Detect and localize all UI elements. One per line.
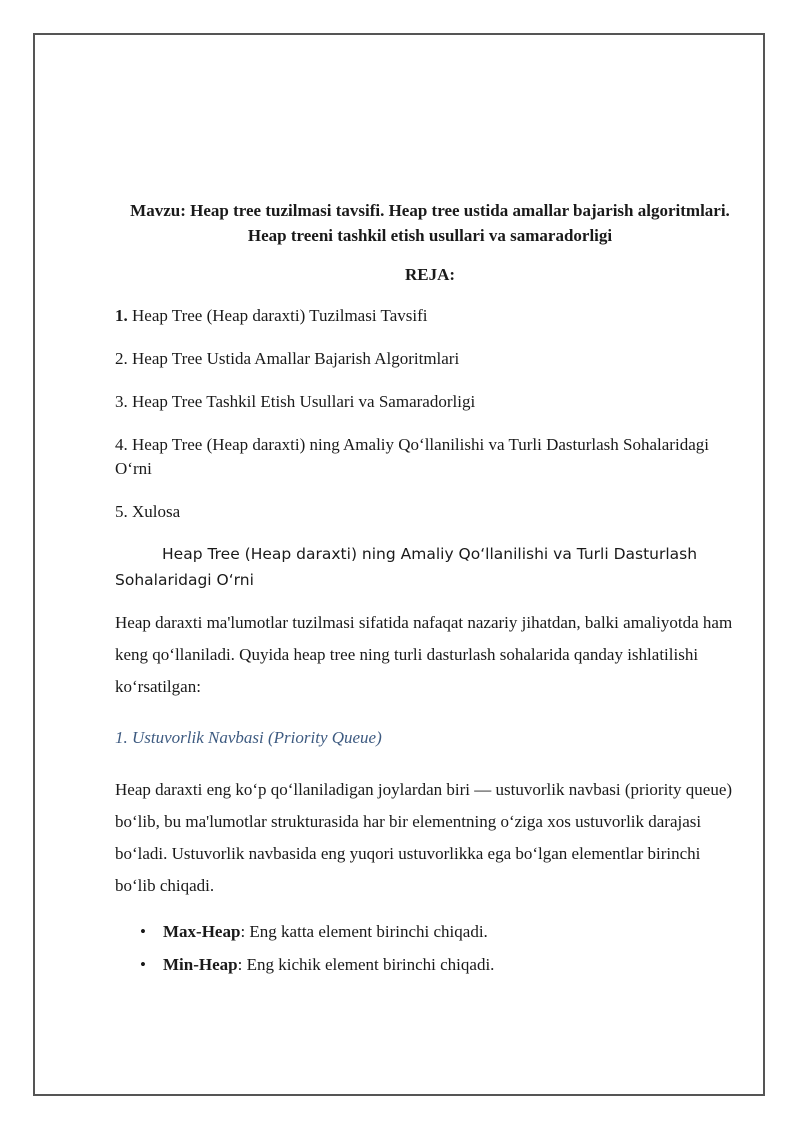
section-heading: Heap Tree (Heap daraxti) ning Amaliy Qo‘llanilishi va Turli Dasturlash Sohalaridagi O‘rni [115, 545, 698, 589]
plan-item-number: 3. [115, 392, 128, 411]
bullet-icon: • [140, 922, 146, 941]
plan-item-number: 4. [115, 435, 128, 454]
plan-item-2 [115, 347, 745, 371]
plan-item-1 [115, 304, 745, 328]
plan-item-text: Xulosa [127, 502, 181, 521]
plan-item-text: Heap Tree (Heap daraxti) Tuzilmasi Tavsifi [127, 306, 428, 325]
plan-list [115, 304, 745, 524]
plan-item-number: 1. [115, 306, 128, 325]
plan-item-text: Heap Tree Tashkil Etish Usullari va Samaradorligi [127, 392, 476, 411]
intro-paragraph: Heap daraxti ma'lumotlar tuzilmasi sifatida nafaqat nazariy jihatdan, balki amaliyotda ham keng qo‘llaniladi. Quyida heap tree ning turli dasturlash sohalarida qanday ishlatilishi ko‘rsatilgan: [115, 613, 733, 696]
bullet-item-min-heap [115, 953, 745, 977]
bullet-icon: • [140, 955, 146, 974]
bullet-text: : Eng kichik element birinchi chiqadi. [237, 955, 495, 974]
plan-item-number: 5. [115, 502, 128, 521]
plan-item-3 [115, 390, 745, 414]
bullet-item-max-heap [115, 920, 745, 944]
plan-item-number: 2. [115, 349, 128, 368]
plan-item-5 [115, 500, 745, 524]
document-title: Mavzu: Heap tree tuzilmasi tavsifi. Heap tree ustida amallar bajarish algoritmlari. Heap treeni tashkil etish usullari va samaradorligi [130, 201, 730, 245]
subsection-heading: 1. Ustuvorlik Navbasi (Priority Queue) [115, 728, 382, 747]
bullet-term: Min-Heap [163, 955, 238, 974]
document-body [115, 198, 745, 986]
plan-item-text: Heap Tree (Heap daraxti) ning Amaliy Qo‘llanilishi va Turli Dasturlash Sohalaridagi O‘rni [115, 435, 709, 478]
bullet-list [115, 920, 745, 977]
plan-heading: REJA: [404, 265, 456, 284]
bullet-text: : Eng katta element birinchi chiqadi. [240, 922, 488, 941]
plan-item-text: Heap Tree Ustida Amallar Bajarish Algoritmlari [127, 349, 460, 368]
subsection-paragraph: Heap daraxti eng ko‘p qo‘llaniladigan joylardan biri — ustuvorlik navbasi (priority queue) bo‘lib, bu ma'lumotlar strukturasida har bir elementning o‘ziga xos ustuvorlik darajasi bo‘ladi. Ustuvorlik navbasida eng yuqori ustuvorlikka ega bo‘lgan elementlar birinchi bo‘lib chiqadi. [115, 780, 733, 895]
plan-item-4 [115, 433, 745, 481]
bullet-term: Max-Heap [163, 922, 241, 941]
